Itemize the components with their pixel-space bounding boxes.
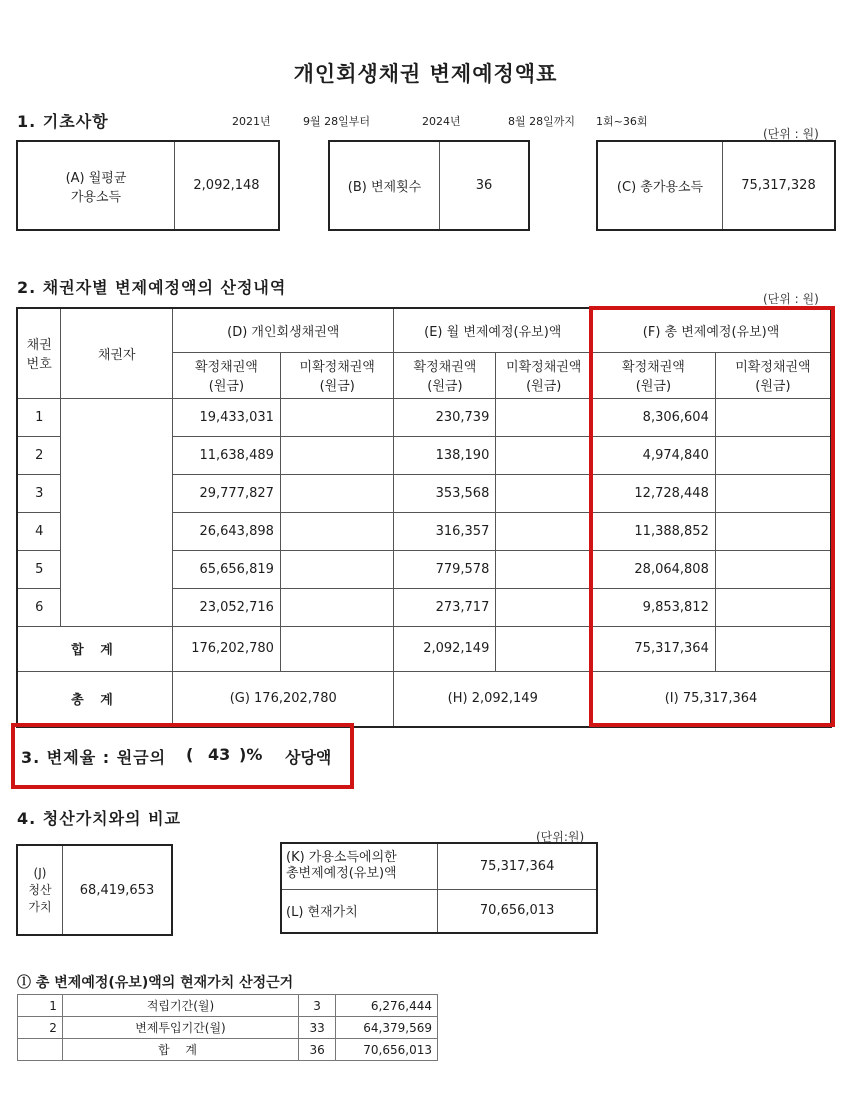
header-d-confirmed-line1: 확정채권액: [195, 360, 258, 375]
subtotal-label: 합 계: [17, 626, 172, 671]
pv-total-label: 합 계: [62, 1039, 298, 1061]
pv-row-months: 33: [299, 1017, 336, 1039]
table-row: [18, 1017, 438, 1039]
box-j-label: [18, 846, 63, 934]
header-e: (E) 월 변제예정(유보)액: [394, 308, 592, 352]
row-d-confirmed: 65,656,819: [172, 550, 280, 588]
pv-total-months: 36: [299, 1039, 336, 1061]
header-f-confirmed-line2: (원금): [635, 379, 672, 394]
row-d-confirmed: 29,777,827: [172, 474, 280, 512]
section4-unit: (단위:원): [536, 830, 585, 844]
row-e-confirmed: 316,357: [394, 512, 496, 550]
repayment-rate-suffix: 상당액: [285, 748, 332, 767]
repayment-rate-label: 3. 변제율 : 원금의: [21, 748, 167, 767]
section2-heading: 2. 채권자별 변제예정액의 산정내역: [17, 278, 287, 297]
k-label-line1: (K) 가용소득에의한: [286, 850, 397, 866]
header-e-unconfirmed-line2: (원금): [526, 379, 562, 394]
l-label: (L) 현재가치: [281, 889, 438, 933]
row-d-confirmed: 19,433,031: [172, 398, 280, 436]
header-f: (F) 총 변제예정(유보)액: [592, 308, 831, 352]
header-d-confirmed: [172, 352, 280, 398]
pv-total-blank: [18, 1039, 63, 1061]
comparison-table: [280, 842, 598, 934]
box-a-label-line1: (A) 월평균: [65, 170, 127, 186]
row-d-confirmed: 26,643,898: [172, 512, 280, 550]
header-e-unconfirmed-line1: 미확정채권액: [506, 360, 582, 375]
row-no: 1: [17, 398, 61, 436]
row-no: 4: [17, 512, 61, 550]
box-j-label-line1: (J): [33, 865, 47, 880]
header-f-confirmed-line1: 확정채권액: [622, 360, 685, 375]
row-e-confirmed: 273,717: [394, 588, 496, 626]
repayment-rate-value: 43: [208, 745, 231, 764]
box-a-monthly-income: [16, 140, 280, 231]
pv-row-amount: 64,379,569: [336, 1017, 438, 1039]
header-no-line1: 채권: [26, 338, 52, 354]
header-d-confirmed-line2: (원금): [208, 379, 245, 394]
k-label-line2: 총변제예정(유보)액: [286, 866, 397, 882]
subtotal-f: 75,317,364: [592, 626, 716, 671]
row-e-confirmed: 779,578: [394, 550, 496, 588]
header-no: [17, 308, 61, 398]
box-j-value: 68,419,653: [79, 882, 155, 898]
pv-total-row: [18, 1039, 438, 1061]
row-d-confirmed: 11,638,489: [172, 436, 280, 474]
row-e-unconfirmed: [496, 588, 592, 626]
period-end-year: 2024년: [422, 115, 461, 128]
pv-row-months: 3: [299, 995, 336, 1017]
row-d-confirmed: 23,052,716: [172, 588, 280, 626]
row-e-unconfirmed: [496, 474, 592, 512]
header-d-unconfirmed: [280, 352, 394, 398]
header-f-unconfirmed-line2: (원금): [755, 379, 791, 394]
pv-row-amount: 6,276,444: [336, 995, 438, 1017]
row-no: 6: [17, 588, 61, 626]
section1-unit: (단위 : 원): [763, 127, 819, 141]
total-label: 총 계: [17, 671, 172, 727]
header-no-line2: 번호: [26, 357, 52, 373]
total-i: (I) 75,317,364: [592, 671, 831, 727]
row-no: 5: [17, 550, 61, 588]
row-d-unconfirmed: [280, 512, 394, 550]
page-title: 개인회생채권 변제예정액표: [293, 62, 558, 86]
box-c-value: 75,317,328: [741, 178, 816, 193]
subtotal-d: 176,202,780: [172, 626, 280, 671]
k-value: 75,317,364: [438, 843, 597, 889]
box-c-label: (C) 총가용소득: [598, 142, 723, 229]
pv-row-label: 변제투입기간(월): [62, 1017, 298, 1039]
box-a-value: 2,092,148: [193, 178, 260, 193]
row-e-unconfirmed: [496, 550, 592, 588]
box-j-label-line3: 가치: [28, 899, 52, 914]
box-a-label: [18, 142, 175, 229]
header-e-unconfirmed: [496, 352, 592, 398]
subtotal-e: 2,092,149: [394, 626, 496, 671]
header-d: (D) 개인회생채권액: [172, 308, 394, 352]
pv-total-amount: 70,656,013: [336, 1039, 438, 1061]
pv-row-no: 1: [18, 995, 63, 1017]
section1-heading: 1. 기초사항: [17, 112, 109, 131]
pv-row-no: 2: [18, 1017, 63, 1039]
header-e-confirmed: [394, 352, 496, 398]
section4-heading: 4. 청산가치와의 비교: [17, 809, 181, 828]
present-value-table: [17, 994, 438, 1061]
header-e-confirmed-line2: (원금): [427, 379, 463, 394]
header-d-unconfirmed-line2: (원금): [319, 379, 355, 394]
box-c-total-income: [596, 140, 836, 231]
repayment-rate-open: (: [186, 745, 194, 764]
header-d-unconfirmed-line1: 미확정채권액: [299, 360, 375, 375]
header-f-unconfirmed-line1: 미확정채권액: [735, 360, 811, 375]
subtotal-d-unconfirmed: [280, 626, 394, 671]
row-d-unconfirmed: [280, 550, 394, 588]
row-d-unconfirmed: [280, 398, 394, 436]
row-d-unconfirmed: [280, 588, 394, 626]
box-b-payment-count: [328, 140, 530, 231]
header-e-confirmed-line1: 확정채권액: [413, 360, 477, 375]
row-f-confirmed: 9,853,812: [592, 588, 716, 626]
row-f-confirmed: 28,064,808: [592, 550, 716, 588]
pv-row-label: 적립기간(월): [62, 995, 298, 1017]
row-e-unconfirmed: [496, 398, 592, 436]
period-start-year: 2021년: [232, 115, 271, 128]
l-value: 70,656,013: [438, 889, 597, 933]
box-j-label-line2: 청산: [28, 882, 52, 897]
row-f-confirmed: 11,388,852: [592, 512, 716, 550]
box-j-liquidation-value: [16, 844, 173, 936]
row-e-confirmed: 230,739: [394, 398, 496, 436]
section5-heading: ⓛ 총 변제예정(유보)액의 현재가치 산정근거: [17, 975, 294, 991]
creditor-names-redacted: [61, 398, 173, 626]
header-creditor: 채권자: [61, 308, 173, 398]
row-d-unconfirmed: [280, 436, 394, 474]
section2-unit: (단위 : 원): [763, 292, 819, 306]
period-rounds: 1회~36회: [596, 115, 648, 128]
row-e-confirmed: 138,190: [394, 436, 496, 474]
period-start-md: 9월 28일부터: [303, 115, 370, 128]
row-f-confirmed: 8,306,604: [592, 398, 716, 436]
row-e-unconfirmed: [496, 436, 592, 474]
row-no: 3: [17, 474, 61, 512]
total-h: (H) 2,092,149: [394, 671, 592, 727]
box-a-label-line2: 가용소득: [70, 189, 122, 205]
total-g: (G) 176,202,780: [172, 671, 394, 727]
row-f-confirmed: 4,974,840: [592, 436, 716, 474]
row-d-unconfirmed: [280, 474, 394, 512]
table-row: [18, 995, 438, 1017]
box-b-value: 36: [475, 178, 493, 193]
period-end-md: 8월 28일까지: [508, 115, 575, 128]
row-no: 2: [17, 436, 61, 474]
k-label: [281, 843, 438, 889]
repayment-rate-close: )%: [239, 745, 263, 764]
box-b-label: (B) 변제횟수: [330, 142, 440, 229]
subtotal-e-unconfirmed: [496, 626, 592, 671]
row-e-unconfirmed: [496, 512, 592, 550]
row-f-confirmed: 12,728,448: [592, 474, 716, 512]
highlight-total-repayment: [589, 306, 835, 727]
row-e-confirmed: 353,568: [394, 474, 496, 512]
